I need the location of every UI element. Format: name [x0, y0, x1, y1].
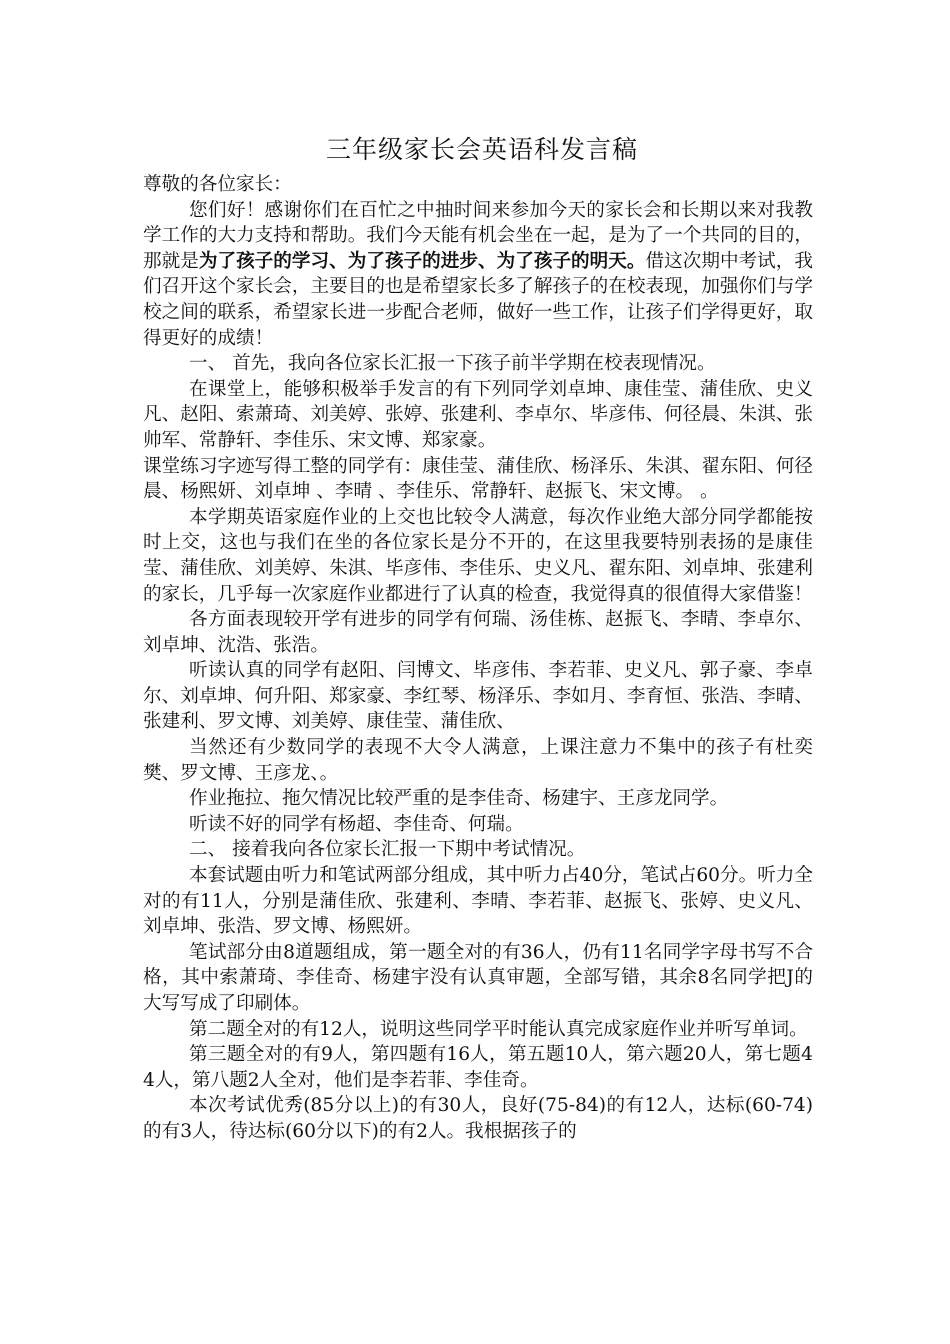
paragraph-score-distribution: 本次考试优秀(85分以上)的有30人，良好(75-84)的有12人，达标(60-74)的有3人，待达标(60分以下)的有2人。我根据孩子的: [143, 1095, 813, 1142]
document-page: [143, 128, 813, 1145]
intro-text-part1: 您们好！感谢你们在百忙之中抽时间来参加今天的家长会和长期以来对我教学工作的大力支持和帮助。我们今天能有机会坐在一起，是为了一个共同的目的，那就是: [143, 199, 813, 272]
paragraph-other-questions: 第三题全对的有9人，第四题有16人，第五题10人，第六题20人，第七题44人，第八题2人全对，他们是李若菲、李佳奇。: [143, 1044, 813, 1091]
paragraph-homework-delay: 作业拖拉、拖欠情况比较严重的是李佳奇、杨建宇、王彦龙同学。: [189, 788, 729, 810]
document-title: 三年级家长会英语科发言稿: [325, 135, 638, 164]
section-two-heading: 二、 接着我向各位家长汇报一下期中考试情况。: [189, 839, 586, 861]
paragraph-exam-structure: 本套试题由听力和笔试两部分组成，其中听力占40分，笔试占60分。听力全对的有11人，分别是蒲佳欣、张建利、李晴、李若菲、赵振飞、张婷、史义凡、刘卓坤、张浩、罗文博、杨熙妍。: [143, 865, 813, 938]
intro-bold-text: 为了孩子的学习、为了孩子的进步、为了孩子的明天。: [198, 250, 646, 272]
paragraph-inattentive: 当然还有少数同学的表现不大令人满意，上课注意力不集中的孩子有杜奕樊、罗文博、王彦龙、。: [143, 737, 813, 784]
section-one-heading: 一、 首先，我向各位家长汇报一下孩子前半学期在校表现情况。: [189, 353, 716, 375]
paragraph-progress: 各方面表现较开学有进步的同学有何瑞、汤佳栋、赵振飞、李晴、李卓尔、刘卓坤、沈浩、张浩。: [143, 609, 813, 656]
intro-text-part2: 借这次期中考试，我们召开这个家长会，主要目的也是希望家长多了解孩子的在校表现，加强你们与学校之间的联系，希望家长进一步配合老师，做好一些工作，让孩子们学得更好，取得更好的成绩！: [143, 250, 813, 349]
paragraph-written-part: 笔试部分由8道题组成，第一题全对的有36人，仍有11名同学字母书写不合格，其中索萧琦、李佳奇、杨建宇没有认真审题，全部写错，其余8名同学把J的大写写成了印刷体。: [143, 941, 813, 1014]
paragraph-question-two: 第二题全对的有12人，说明这些同学平时能认真完成家庭作业并听写单词。: [189, 1018, 808, 1040]
salutation: 尊敬的各位家长：: [143, 174, 292, 195]
paragraph-listening-reading: 听读认真的同学有赵阳、闫博文、毕彦伟、李若菲、史义凡、郭子豪、李卓尔、刘卓坤、何升阳、郑家豪、李红琴、杨泽乐、李如月、李育恒、张浩、李晴、张建利、罗文博、刘美婷、康佳莹、蒲佳欣、: [143, 660, 813, 733]
paragraph-neat-handwriting: 课堂练习字迹写得工整的同学有：康佳莹、蒲佳欣、杨泽乐、朱淇、翟东阳、何径晨、杨熙妍、刘卓坤 、李晴 、李佳乐、常静轩、赵振飞、宋文博。 。: [143, 455, 813, 503]
paragraph-poor-reading: 听读不好的同学有杨超、李佳奇、何瑞。: [189, 813, 524, 835]
intro-paragraph: [143, 198, 813, 352]
paragraph-class-participation: 在课堂上，能够积极举手发言的有下列同学刘卓坤、康佳莹、蒲佳欣、史义凡、赵阳、索萧琦、刘美婷、张婷、张建利、李卓尔、毕彦伟、何径晨、朱淇、张帅军、常静轩、李佳乐、宋文博、郑家豪。: [143, 378, 813, 451]
paragraph-homework: 本学期英语家庭作业的上交也比较令人满意，每次作业绝大部分同学都能按时上交，这也与我们在坐的各位家长是分不开的，在这里我要特别表扬的是康佳莹、蒲佳欣、刘美婷、朱淇、毕彦伟、李佳乐、史义凡、翟东阳、刘卓坤、张建利的家长，几乎每一次家庭作业都进行了认真的检查，我觉得真的很值得大家借鉴！: [143, 506, 813, 605]
